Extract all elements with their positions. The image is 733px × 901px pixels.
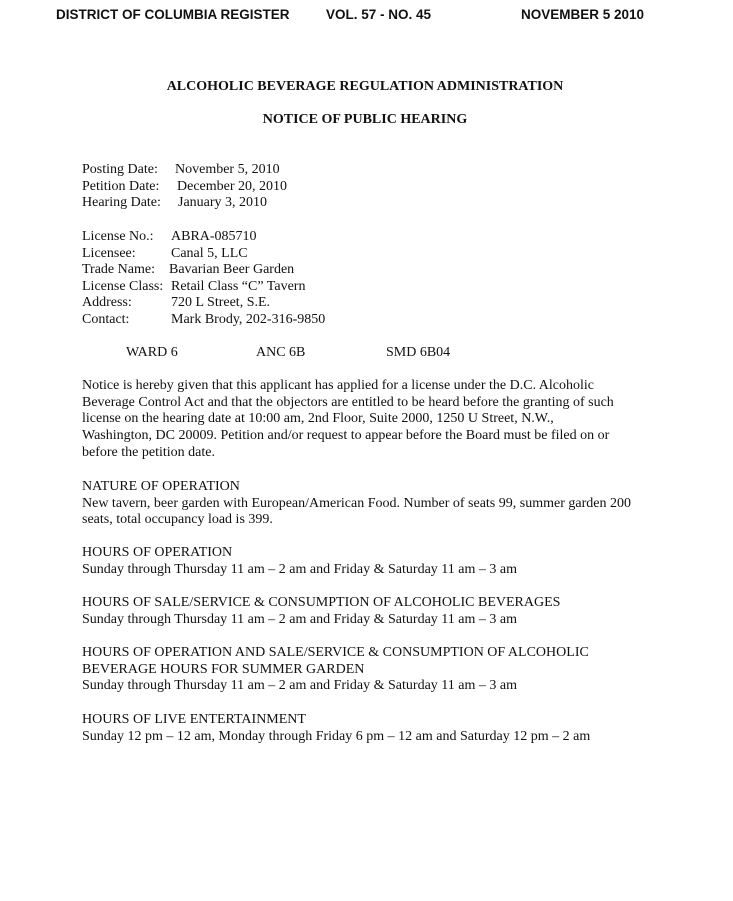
section-heading: BEVERAGE HOURS FOR SUMMER GARDEN — [82, 661, 365, 677]
section-heading: HOURS OF SALE/SERVICE & CONSUMPTION OF ALCOHOLIC BEVERAGES — [82, 595, 561, 610]
license-row — [82, 246, 248, 263]
notice-paragraph — [82, 378, 662, 462]
license-value: Mark Brody, 202-316-9850 — [171, 312, 326, 327]
paragraph-line: Beverage Control Act and that the objectors are entitled to be heard before the granting of such — [82, 394, 614, 410]
section-body-line: seats, total occupancy load is 399. — [82, 512, 273, 528]
section-nature-of-operation — [82, 479, 662, 529]
section-body-line: Sunday through Thursday 11 am – 2 am and Friday & Saturday 11 am – 3 am — [82, 678, 517, 694]
section-body-line: Sunday 12 pm – 12 am, Monday through Friday 6 pm – 12 am and Saturday 12 pm – 2 am — [82, 728, 591, 744]
date-row — [82, 162, 280, 179]
date-row — [82, 179, 288, 196]
license-row — [82, 262, 295, 279]
license-value: Canal 5, LLC — [171, 246, 248, 261]
section-body-line: New tavern, beer garden with European/American Food. Number of seats 99, summer garden 200 — [82, 495, 631, 511]
license-row — [82, 279, 306, 296]
notice-title: NOTICE OF PUBLIC HEARING — [262, 112, 468, 127]
section-live-entertainment — [82, 712, 662, 745]
license-label: Licensee: — [82, 246, 136, 261]
section-heading: HOURS OF LIVE ENTERTAINMENT — [82, 712, 306, 727]
date-label: Petition Date: — [82, 179, 160, 194]
date-value: January 3, 2010 — [178, 195, 268, 210]
section-heading: NATURE OF OPERATION — [82, 479, 240, 494]
license-value: 720 L Street, S.E. — [171, 295, 271, 310]
section-heading: HOURS OF OPERATION AND SALE/SERVICE & CONSUMPTION OF ALCOHOLIC — [82, 645, 589, 660]
license-value: Retail Class “C” Tavern — [171, 279, 306, 294]
register-header — [56, 7, 656, 25]
paragraph-line: Washington, DC 20009. Petition and/or request to appear before the Board must be filed on or — [82, 428, 610, 444]
date-value: November 5, 2010 — [175, 162, 280, 177]
ward-row — [82, 345, 582, 362]
agency-title: ALCOHOLIC BEVERAGE REGULATION ADMINISTRATION — [166, 79, 564, 94]
section-summer-garden-hours — [82, 645, 662, 695]
publication-name: DISTRICT OF COLUMBIA REGISTER — [56, 7, 290, 22]
section-hours-of-sale — [82, 595, 662, 628]
license-row — [82, 312, 326, 329]
ward-number: WARD 6 — [126, 345, 178, 360]
section-body-line: Sunday through Thursday 11 am – 2 am and Friday & Saturday 11 am – 3 am — [82, 611, 517, 627]
section-heading: HOURS OF OPERATION — [82, 545, 233, 560]
date-row — [82, 195, 268, 212]
volume-number: VOL. 57 - NO. 45 — [326, 7, 432, 22]
license-label: Address: — [82, 295, 132, 310]
license-value: Bavarian Beer Garden — [169, 262, 295, 277]
license-row — [82, 295, 271, 312]
license-label: Contact: — [82, 312, 130, 327]
issue-date: NOVEMBER 5 2010 — [521, 7, 645, 22]
license-label: License No.: — [82, 229, 154, 244]
license-row — [82, 229, 257, 246]
license-label: Trade Name: — [82, 262, 155, 277]
section-hours-of-operation — [82, 545, 662, 578]
date-label: Hearing Date: — [82, 195, 161, 210]
date-label: Posting Date: — [82, 162, 158, 177]
anc-number: ANC 6B — [256, 345, 306, 360]
paragraph-line: license on the hearing date at 10:00 am, 2nd Floor, Suite 2000, 1250 U Street, N.W., — [82, 411, 554, 427]
license-label: License Class: — [82, 279, 164, 294]
smd-number: SMD 6B04 — [386, 345, 451, 360]
date-value: December 20, 2010 — [177, 179, 288, 194]
license-value: ABRA-085710 — [171, 229, 257, 244]
section-body-line: Sunday through Thursday 11 am – 2 am and Friday & Saturday 11 am – 3 am — [82, 561, 517, 577]
paragraph-line: before the petition date. — [82, 444, 215, 460]
paragraph-line: Notice is hereby given that this applicant has applied for a license under the D.C. Alcoholic — [82, 378, 595, 393]
